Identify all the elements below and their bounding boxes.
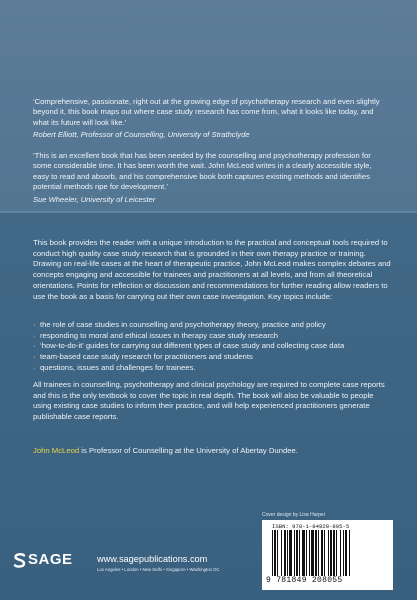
author-name: John McLeod (33, 446, 80, 455)
book-description: This book provides the reader with a unique introduction to the practical and conceptual tools required to conduct high quality case study research that is grounded in their own therapy practice or training. Drawing on real-life cases at the heart of therapeutic practice, John McLeod makes complex debates and concepts engaging and accessible for trainees and practitioners at all levels, and from all theoretical orientations. Points for reflection or discussion and recommendations for further reading allow readers to use the book as a basis for carrying out their own case investigation. Key topics include: (33, 238, 391, 301)
sage-s-icon (13, 553, 26, 568)
quote-text: ‘This is an excellent book that has been needed by the counselling and psychotherapy profession for some considerable time. It has been worth the wait. John McLeod writes in a clearly accessible style, easy to read and absorb, and his comprehensive book both captures existing methods and identifies potential methods ripe for development.’ (33, 151, 372, 192)
publisher-url: www.sagepublications.com (97, 554, 208, 564)
barcode-panel (262, 520, 393, 590)
sage-logo (13, 553, 89, 569)
divider (0, 211, 417, 213)
key-topics-list (33, 320, 373, 374)
list-item: · questions, issues and challenges for trainees. (33, 363, 373, 374)
review-quote-elliott (33, 97, 389, 141)
list-item: · team-based case study research for practitioners and students (33, 352, 373, 363)
barcode-number: 9 781849 208055 (266, 576, 343, 585)
quote-text: ‘Comprehensive, passionate, right out at the growing edge of psychotherapy research and even slightly beyond it, this book maps out where case study research has come from, what it looks like today, and what its future will look like.’ (33, 97, 380, 127)
list-item: · responding to moral and ethical issues in therapy case study research (33, 331, 373, 342)
quote-attribution: Sue Wheeler, University of Leicester (33, 194, 156, 204)
publisher-cities: Los Angeles • London • New Delhi • Singapore • Washington DC (97, 567, 220, 572)
quote-attribution: Robert Elliott, Professor of Counselling, University of Strathclyde (33, 130, 250, 140)
list-item: · ‘how-to-do-it’ guides for carrying out different types of case study and collecting case data (33, 341, 373, 352)
author-bio-text: is Professor of Counselling at the University of Abertay Dundee. (79, 446, 298, 455)
review-quote-wheeler (33, 151, 389, 205)
list-item: · the role of case studies in counselling and psychotherapy theory, practice and policy (33, 320, 373, 331)
sage-logo-text: SAGE (28, 551, 73, 568)
publisher-block (13, 550, 273, 580)
cover-credit: Cover design by Lisa Harper (262, 512, 326, 518)
barcode-icon (272, 530, 384, 576)
isbn-label: ISBN: 978-1-84920-805-5 (272, 523, 350, 530)
audience-paragraph: All trainees in counselling, psychotherapy and clinical psychology are required to complete case reports and this is the only textbook to cover the topic in real depth. The book will also be valuable to people using existing case studies to inform their practice, and will help experienced practitioners generate publishable case reports. (33, 380, 385, 422)
author-bio (33, 446, 391, 457)
